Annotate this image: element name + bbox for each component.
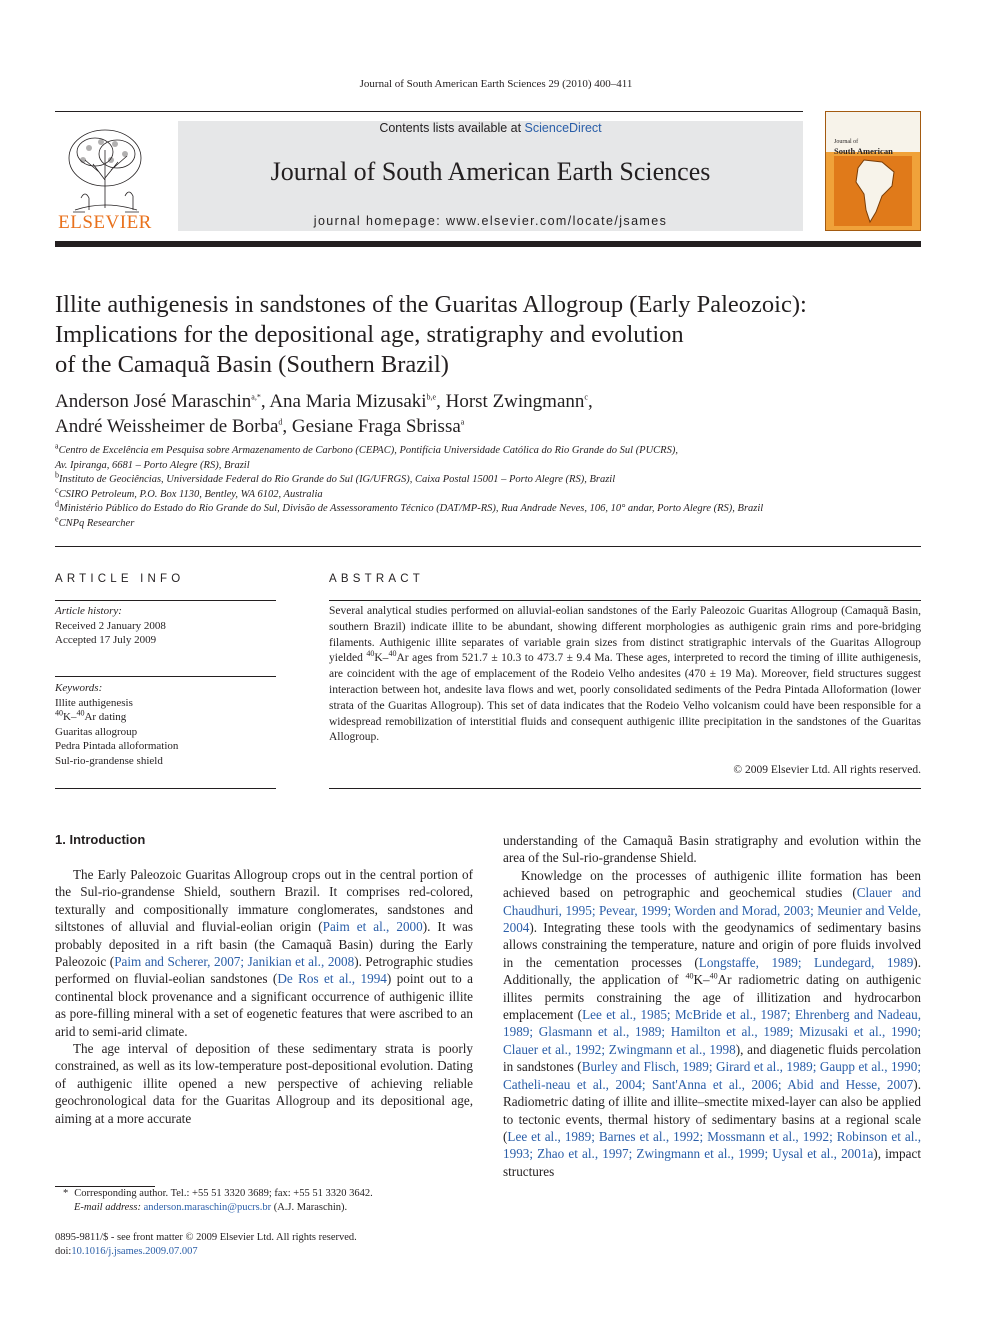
author-separator: , <box>260 391 270 412</box>
history-label: Article history: <box>55 605 122 617</box>
body-paragraph: Knowledge on the processes of authigenic illite formation has been achieved based on petrographic and geochemical studies (Clauer and Chaudhuri, 1995; Pevear, 1999; Worden and Morad, 2003; Meunier and Velde, 2004). Integrating these tools with the geodynamics of sedimentary basins allows constraining the temperature, nature and origin of pore fluids involved in the cementation processes (Longstaffe, 1989; Lundegard, 1989). Additionally, the application of $^{40}$K–$^{40}$Ar radiometric dating on authigenic illites permits constraining the age of illitization and hydrocarbon emplacement (Lee et al., 1985; McBride et al., 1987; Ehrenberg and Nadeau, 1989; Glasmann et al., 1989; Hamilton et al., 1989; Mizusaki et al., 1990; Clauer et al., 1992; Zwingmann et al., 1998), and diagenetic fluids percolation in sandstones (Burley and Flisch, 1989; Girard et al., 1989; Gaupp et al., 1990; Catheli-neau et al., 2004; Sant'Anna et al., 2006; Abid and Hesse, 2007). Radiometric dating of illite and illite–smectite mixed-layer can also be applied to tectonic events, thermal history of sedimentary basins at a regional scale (Lee et al., 1989; Barnes et al., 1992; Mossmann et al., 1992; Robinson et al., 1993; Zhao et al., 1997; Zwingmann et al., 1999; Uysal et al., 2001a), impact structures <box>503 867 921 1179</box>
affiliation-item <box>55 470 921 488</box>
abstract-text-part: K– <box>374 652 389 665</box>
article-info-rule <box>55 600 276 601</box>
footnote-contact: Corresponding author. Tel.: +55 51 3320 3689; fax: +55 51 3320 3642. <box>74 1188 373 1199</box>
accepted-date: Accepted 17 July 2009 <box>55 634 157 646</box>
issn-line: 0895-9811/$ - see front matter © 2009 Elsevier Ltd. All rights reserved. <box>55 1232 357 1243</box>
introduction-heading: 1. Introduction <box>55 832 146 847</box>
header-thick-rule <box>55 241 921 247</box>
abstract-sup: 40 <box>388 649 397 659</box>
affiliation-marker: e <box>55 514 59 523</box>
citation-link[interactable]: Lee et al., 1985; McBride et al., 1987; Ehrenberg and Nadeau, 1989; Glasmann et al., 1989; Hamilton et al., 1989; Mizusaki et al., 1990; Clauer et al., 1992; Zwingmann et al., 1998 <box>503 1007 921 1057</box>
affiliation-item <box>55 485 921 503</box>
doi-prefix: doi: <box>55 1246 72 1257</box>
issn-doi-block <box>55 1231 475 1259</box>
doi-link[interactable]: 10.1016/j.jsames.2009.07.007 <box>71 1246 198 1257</box>
keyword-sup: 40 <box>76 708 85 718</box>
abstract-sup: 40 <box>366 649 375 659</box>
journal-homepage <box>178 214 803 228</box>
keyword-sup: 40 <box>55 708 63 718</box>
affiliation-marker: c <box>55 485 59 494</box>
body-column-left <box>55 866 473 1127</box>
article-title-line-1: Illite authigenesis in sandstones of the Guaritas Allogroup (Early Paleozoic): <box>55 291 807 318</box>
abstract-rule <box>329 788 921 789</box>
corresponding-author-footnote <box>55 1187 475 1215</box>
cover-title-line-1: Journal of <box>834 139 859 145</box>
keyword-item: Sul-rio-grandense shield <box>55 754 163 767</box>
author-sup[interactable]: a,* <box>251 392 261 402</box>
article-info-heading: ARTICLE INFO <box>55 573 185 585</box>
journal-reference: Journal of South American Earth Sciences 29 (2010) 400–411 <box>359 78 633 90</box>
cover-map-image <box>834 156 912 226</box>
citation-link[interactable]: Lee et al., 1989; Barnes et al., 1992; Mossmann et al., 1992; Robinson et al., 1993; Zhao et al., 1997; Zwingmann et al., 1999; Uysal et al., 2001a <box>503 1128 921 1162</box>
article-title <box>55 290 921 380</box>
keyword-item: Pedra Pintada alloformation <box>55 740 179 752</box>
body-paragraph: The age interval of deposition of these sedimentary strata is poorly constrained, as well as its low-temperature post-depositional evolution. Dating of authigenic illite opened a new perspective of achieving reliable geochronological data for the Guaritas Allogroup and its depositional age, aiming at a more accurate <box>55 1041 473 1126</box>
article-title-line-3: of the Camaquã Basin (Southern Brazil) <box>55 351 449 378</box>
author-separator: , <box>282 416 292 437</box>
contents-prefix: Contents lists available at <box>379 121 525 135</box>
citation-link[interactable]: Burley and Flisch, 1989; Girard et al., 1989; Gaupp et al., 1990; Catheli-neau et al., 2004; Sant'Anna et al., 2006; Abid and Hesse, 2007 <box>503 1059 921 1092</box>
affiliation-text: Centro de Excelência em Pesquisa sobre Armazenamento de Carbono (CEPAC), Pontifícia Universidade Católica do Rio Grande do Sul (PUCRS), <box>58 445 678 456</box>
body-paragraph: understanding of the Camaquã Basin stratigraphy and evolution within the area of the Sul-rio-grandense Shield. <box>503 833 921 866</box>
author-separator: , <box>436 391 446 412</box>
article-info-rule <box>55 788 276 789</box>
south-america-map-icon <box>834 156 912 226</box>
author-name[interactable]: Gesiane Fraga Sbrissa <box>291 416 461 437</box>
affiliation-text: Ministério Público do Estado do Rio Grande do Sul, Divisão de Assessoramento Técnico (DAT/MP-RS), Rua Andrade Neves, 106, 10° andar, Porto Alegre (RS), Brazil <box>59 503 764 514</box>
affiliation-item <box>55 441 921 459</box>
abstract-body <box>329 604 921 746</box>
keywords-block <box>55 681 276 768</box>
contents-availability <box>178 121 803 135</box>
affiliation-text: CSIRO Petroleum, P.O. Box 1130, Bentley, WA 6102, Australia <box>58 488 323 500</box>
journal-title: Journal of South American Earth Sciences <box>270 157 711 186</box>
affiliation-list <box>55 441 921 531</box>
body-paragraph: The Early Paleozoic Guaritas Allogroup crops out in the central portion of the Sul-rio-grandense Shield, southern Brazil. It comprises red-colored, texturally and compositionally immature conglomerates, sandstones and siltstones of alluvial and fluvial-eolian origin (Paim et al., 2000). It was probably deposited in a rift basin (the Camaquã Basin) during the Early Paleozoic (Paim and Scherer, 2007; Janikian et al., 2008). Petrographic studies performed on fluvial-eolian sandstones (De Ros et al., 1994) point out to a continental block provenance and a significant occurrence of authigenic illite as pore-filling mineral with a set of eogenetic features that were ascribed to an arid to semi-arid climate. <box>55 867 473 1039</box>
affiliation-marker: a <box>55 441 59 451</box>
abstract-copyright: © 2009 Elsevier Ltd. All rights reserved. <box>733 764 921 776</box>
article-history <box>55 604 276 648</box>
abstract-text-part: Several analytical studies performed on alluvial-eolian sandstones of the Early Paleozoic Guaritas Allogroup (Camaquã Basin, southern Brazil) indicate illite to be abundant, showing different morphologies as authigenic grain rims and pore-bridging filaments. Authigenic illite separates of variable grain sizes from distinct stratigraphic intervals of the Guaritas Allogroup yielded <box>329 605 921 665</box>
author-name[interactable]: Anderson José Maraschin <box>55 391 252 412</box>
keywords-label: Keywords: <box>55 682 103 694</box>
citation-link[interactable]: Clauer and Chaudhuri, 1995; Pevear, 1999; Worden and Morad, 2003; Meunier and Velde, 2004 <box>503 885 921 936</box>
author-name[interactable]: André Weissheimer de Borba <box>55 416 279 437</box>
author-sup[interactable]: b,e <box>426 392 437 402</box>
affiliation-continuation: Av. Ipiranga, 6681 – Porto Alegre (RS), Brazil <box>55 459 250 471</box>
author-sup[interactable]: c <box>584 392 588 402</box>
homepage-link[interactable]: www.elsevier.com/locate/jsames <box>446 214 668 228</box>
affiliation-item <box>55 514 921 532</box>
citation-link[interactable]: De Ros et al., 1994 <box>277 971 387 987</box>
author-name[interactable]: Ana Maria Mizusaki <box>269 391 427 412</box>
affiliation-text: CNPq Researcher <box>58 517 135 529</box>
author-list <box>55 389 921 439</box>
email-link[interactable]: anderson.maraschin@pucrs.br <box>143 1202 272 1213</box>
received-date: Received 2 January 2008 <box>55 619 166 632</box>
body-column-right <box>503 832 921 1180</box>
keyword-item: Illite authigenesis <box>55 696 133 709</box>
email-label: E-mail address: <box>74 1202 144 1213</box>
keyword-item: $^{40}$K–$^{40}$Ar dating <box>55 708 127 723</box>
sciencedirect-link[interactable]: ScienceDirect <box>524 121 602 135</box>
elsevier-wordmark: ELSEVIER <box>58 212 152 233</box>
author-name[interactable]: Horst Zwingmann <box>445 391 585 412</box>
author-sup[interactable]: d <box>278 417 283 427</box>
header-top-rule <box>55 111 803 112</box>
homepage-prefix: journal homepage: <box>313 214 446 228</box>
abstract-text-part: Ar ages from 521.7 ± 10.3 to 473.7 ± 9.4 Ma. These ages, interpreted to record the timing of illite authigenesis, are coincident with the age of emplacement of the Rodeio Velho andesites (470 ± 19 Ma). Moreover, field structures suggest interaction between hot, andesite lava flows and wet, poorly consolidated sediments of the Pedra Pintada Alloformation (lower strata of the Guaritas Allogroup). This set of data indicates that the Rodeio Velho volcanism could have been responsible for a widespread remobilization of interstitial fluids and consequent authigenic illite precipitation in the sandstones of the Guaritas Allogroup. <box>329 652 921 744</box>
abstract-rule <box>329 600 921 601</box>
affiliation-marker: d <box>55 499 59 509</box>
author-sup[interactable]: a <box>460 417 465 427</box>
affiliation-item <box>55 499 921 517</box>
keyword-item: Guaritas allogroup <box>55 725 138 738</box>
article-title-line-2: Implications for the depositional age, stratigraphy and evolution <box>55 321 684 348</box>
citation-link[interactable]: Paim and Scherer, 2007; Janikian et al., 2008 <box>114 954 355 970</box>
journal-cover-thumbnail[interactable] <box>825 111 921 231</box>
affiliation-marker: b <box>55 470 59 480</box>
affiliations-rule <box>55 546 921 547</box>
citation-link[interactable]: Longstaffe, 1989; Lundegard, 1989 <box>698 954 914 970</box>
article-info-rule <box>55 676 276 677</box>
email-suffix: (A.J. Maraschin). <box>271 1202 348 1213</box>
citation-link[interactable]: Paim et al., 2000 <box>322 919 423 935</box>
footnote-marker: * <box>63 1188 69 1199</box>
affiliation-text: Instituto de Geociências, Universidade Federal do Rio Grande do Sul (IG/UFRGS), Caixa Postal 15001 – Porto Alegre (RS), Brazil <box>59 474 616 485</box>
abstract-heading: ABSTRACT <box>329 573 424 585</box>
cover-title-line-2: South American <box>834 146 893 156</box>
author-separator: , <box>587 391 593 412</box>
